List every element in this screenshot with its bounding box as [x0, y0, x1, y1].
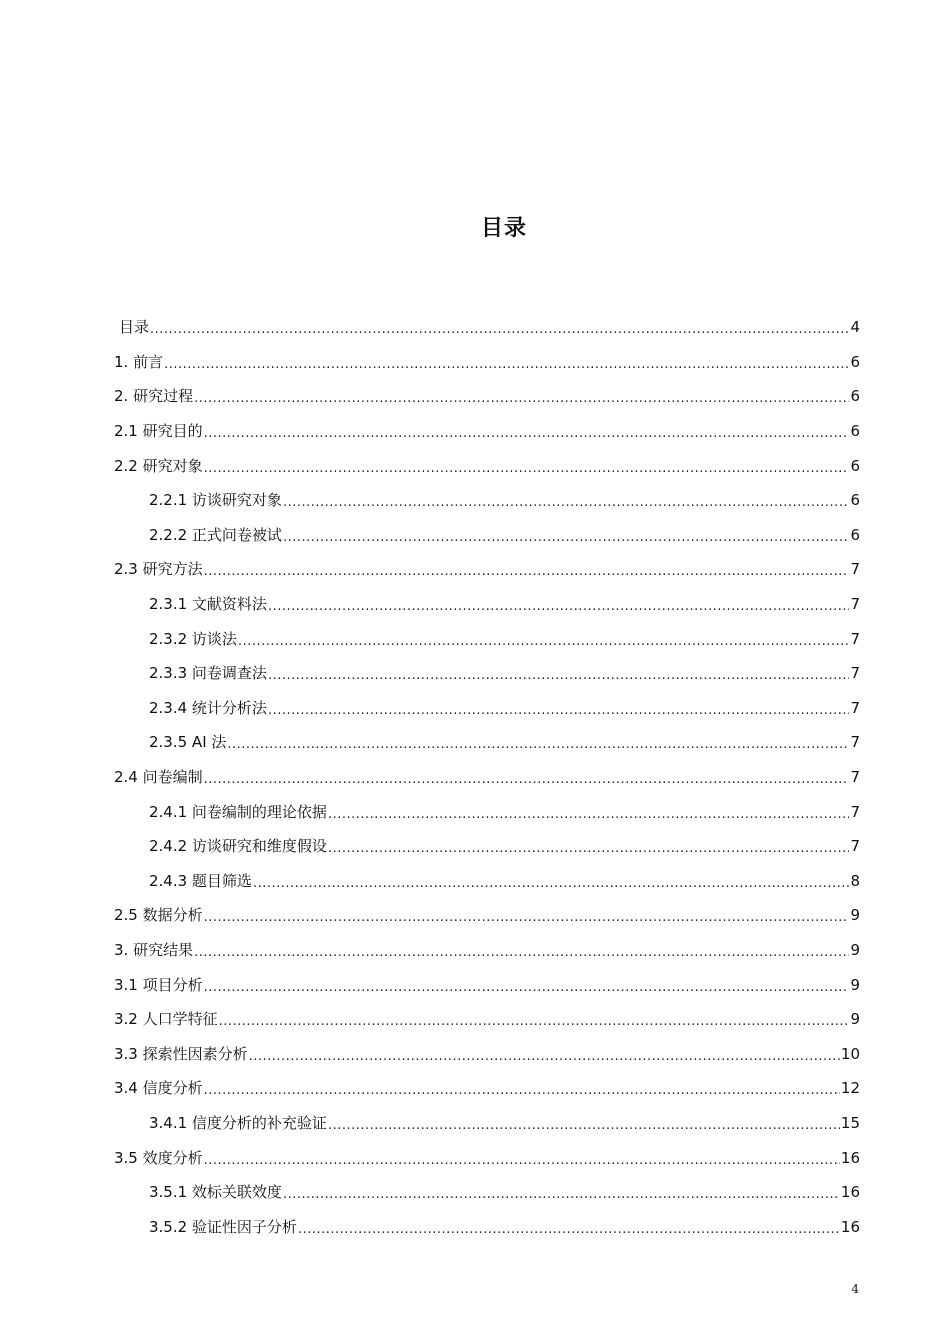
toc-dot-leader	[204, 1081, 840, 1101]
toc-dot-leader	[328, 1116, 840, 1136]
toc-entry-page: 7	[850, 837, 860, 856]
toc-entry-label: 2.4.1 问卷编制的理论依据	[149, 802, 327, 821]
toc-entry[interactable]	[114, 898, 860, 933]
toc-entry[interactable]	[114, 656, 860, 691]
toc-dot-leader	[204, 459, 850, 479]
toc-dot-leader	[283, 528, 850, 548]
toc-entry-page: 6	[850, 387, 860, 406]
toc-entry[interactable]	[114, 1106, 860, 1141]
toc-entry[interactable]	[114, 448, 860, 483]
toc-entry[interactable]	[114, 587, 860, 622]
toc-entry-label: 2.3.1 文献资料法	[149, 595, 267, 614]
toc-dot-leader	[328, 805, 850, 825]
toc-entry-label: 3.5 效度分析	[114, 1148, 203, 1167]
toc-entry[interactable]	[114, 1209, 860, 1244]
toc-entry-page: 10	[840, 1044, 860, 1063]
toc-dot-leader	[268, 701, 850, 721]
toc-entry-label: 3.5.1 效标关联效度	[149, 1183, 282, 1202]
toc-dot-leader	[194, 389, 849, 409]
toc-entry-label: 2.2 研究对象	[114, 456, 203, 475]
toc-entry-label: 1. 前言	[114, 352, 164, 371]
toc-entry[interactable]	[114, 1036, 860, 1071]
toc-dot-leader	[164, 355, 849, 375]
toc-entry-label: 2. 研究过程	[114, 387, 194, 406]
toc-dot-leader	[204, 562, 850, 582]
toc-dot-leader	[268, 597, 850, 617]
toc-entry[interactable]	[114, 829, 860, 864]
toc-entry-page: 7	[850, 664, 860, 683]
toc-entry-label: 2.4.2 访谈研究和维度假设	[149, 837, 327, 856]
toc-entry-page: 7	[850, 802, 860, 821]
toc-dot-leader	[238, 632, 850, 652]
toc-entry[interactable]	[114, 379, 860, 414]
toc-entry[interactable]	[114, 518, 860, 553]
toc-entry-page: 9	[850, 906, 860, 925]
toc-dot-leader	[227, 735, 849, 755]
page-number: 4	[851, 1282, 859, 1296]
toc-entry-page: 6	[850, 491, 860, 510]
toc-dot-leader	[204, 770, 850, 790]
toc-entry[interactable]	[114, 621, 860, 656]
toc-dot-leader	[204, 978, 850, 998]
toc-entry[interactable]	[114, 691, 860, 726]
toc-entry-page: 8	[850, 871, 860, 890]
toc-entry-label: 2.5 数据分析	[114, 906, 203, 925]
toc-dot-leader	[194, 943, 849, 963]
toc-entry-page: 6	[850, 456, 860, 475]
toc-entry[interactable]	[114, 345, 860, 380]
toc-entry[interactable]	[114, 1140, 860, 1175]
toc-entry[interactable]	[114, 414, 860, 449]
toc-entry-page: 6	[850, 352, 860, 371]
table-of-contents	[114, 310, 860, 1244]
toc-dot-leader	[298, 1220, 840, 1240]
toc-entry[interactable]	[114, 794, 860, 829]
toc-entry-label: 3.4 信度分析	[114, 1079, 203, 1098]
toc-entry-label: 3.4.1 信度分析的补充验证	[149, 1113, 327, 1132]
toc-entry-page: 7	[850, 629, 860, 648]
toc-entry[interactable]	[114, 1002, 860, 1037]
toc-entry-label: 2.3.3 问卷调查法	[149, 664, 267, 683]
toc-entry[interactable]	[114, 310, 860, 345]
toc-entry-page: 7	[850, 768, 860, 787]
toc-entry-label: 2.3.5 AI 法	[149, 733, 227, 752]
toc-entry-label: 2.4.3 题目筛选	[149, 871, 252, 890]
toc-entry-label: 2.3 研究方法	[114, 560, 203, 579]
toc-entry-label: 2.2.2 正式问卷被试	[149, 525, 282, 544]
toc-entry-label: 2.3.4 统计分析法	[149, 698, 267, 717]
toc-entry[interactable]	[114, 725, 860, 760]
toc-entry-label: 3.1 项目分析	[114, 975, 203, 994]
page-title: 目录	[480, 216, 527, 241]
toc-entry-label: 3.5.2 验证性因子分析	[149, 1217, 297, 1236]
toc-entry[interactable]	[114, 552, 860, 587]
toc-entry-page: 9	[850, 1010, 860, 1029]
toc-dot-leader	[249, 1047, 840, 1067]
toc-entry-label: 2.2.1 访谈研究对象	[149, 491, 282, 510]
toc-dot-leader	[204, 908, 850, 928]
toc-entry-page: 9	[850, 940, 860, 959]
toc-entry-page: 15	[840, 1113, 860, 1132]
toc-dot-leader	[268, 666, 850, 686]
toc-entry-label: 3.2 人口学特征	[114, 1010, 218, 1029]
toc-dot-leader	[328, 839, 850, 859]
toc-entry[interactable]	[114, 967, 860, 1002]
toc-dot-leader	[253, 874, 850, 894]
toc-entry-page: 4	[850, 318, 860, 337]
toc-entry-label: 2.3.2 访谈法	[149, 629, 237, 648]
toc-dot-leader	[204, 424, 850, 444]
toc-entry-page: 6	[850, 422, 860, 441]
toc-dot-leader	[150, 320, 849, 340]
toc-entry[interactable]	[114, 933, 860, 968]
toc-entry-page: 7	[850, 698, 860, 717]
toc-entry-page: 7	[850, 560, 860, 579]
toc-entry-page: 6	[850, 525, 860, 544]
toc-entry-label: 2.4 问卷编制	[114, 768, 203, 787]
toc-dot-leader	[283, 1185, 840, 1205]
toc-entry-label: 3. 研究结果	[114, 940, 194, 959]
toc-entry-page: 16	[840, 1183, 860, 1202]
toc-entry-label: 3.3 探索性因素分析	[114, 1044, 248, 1063]
toc-dot-leader	[204, 1151, 840, 1171]
toc-entry[interactable]	[114, 760, 860, 795]
toc-entry-label: 2.1 研究目的	[114, 422, 203, 441]
toc-entry-page: 16	[840, 1217, 860, 1236]
toc-entry[interactable]	[114, 483, 860, 518]
toc-entry-page: 12	[840, 1079, 860, 1098]
toc-dot-leader	[219, 1012, 850, 1032]
toc-dot-leader	[283, 493, 850, 513]
toc-entry[interactable]	[114, 1175, 860, 1210]
toc-entry-page: 7	[850, 595, 860, 614]
toc-entry-label: 目录	[119, 318, 150, 337]
toc-entry-page: 9	[850, 975, 860, 994]
toc-entry-page: 16	[840, 1148, 860, 1167]
toc-entry-page: 7	[850, 733, 860, 752]
toc-entry[interactable]	[114, 1071, 860, 1106]
toc-entry[interactable]	[114, 864, 860, 899]
